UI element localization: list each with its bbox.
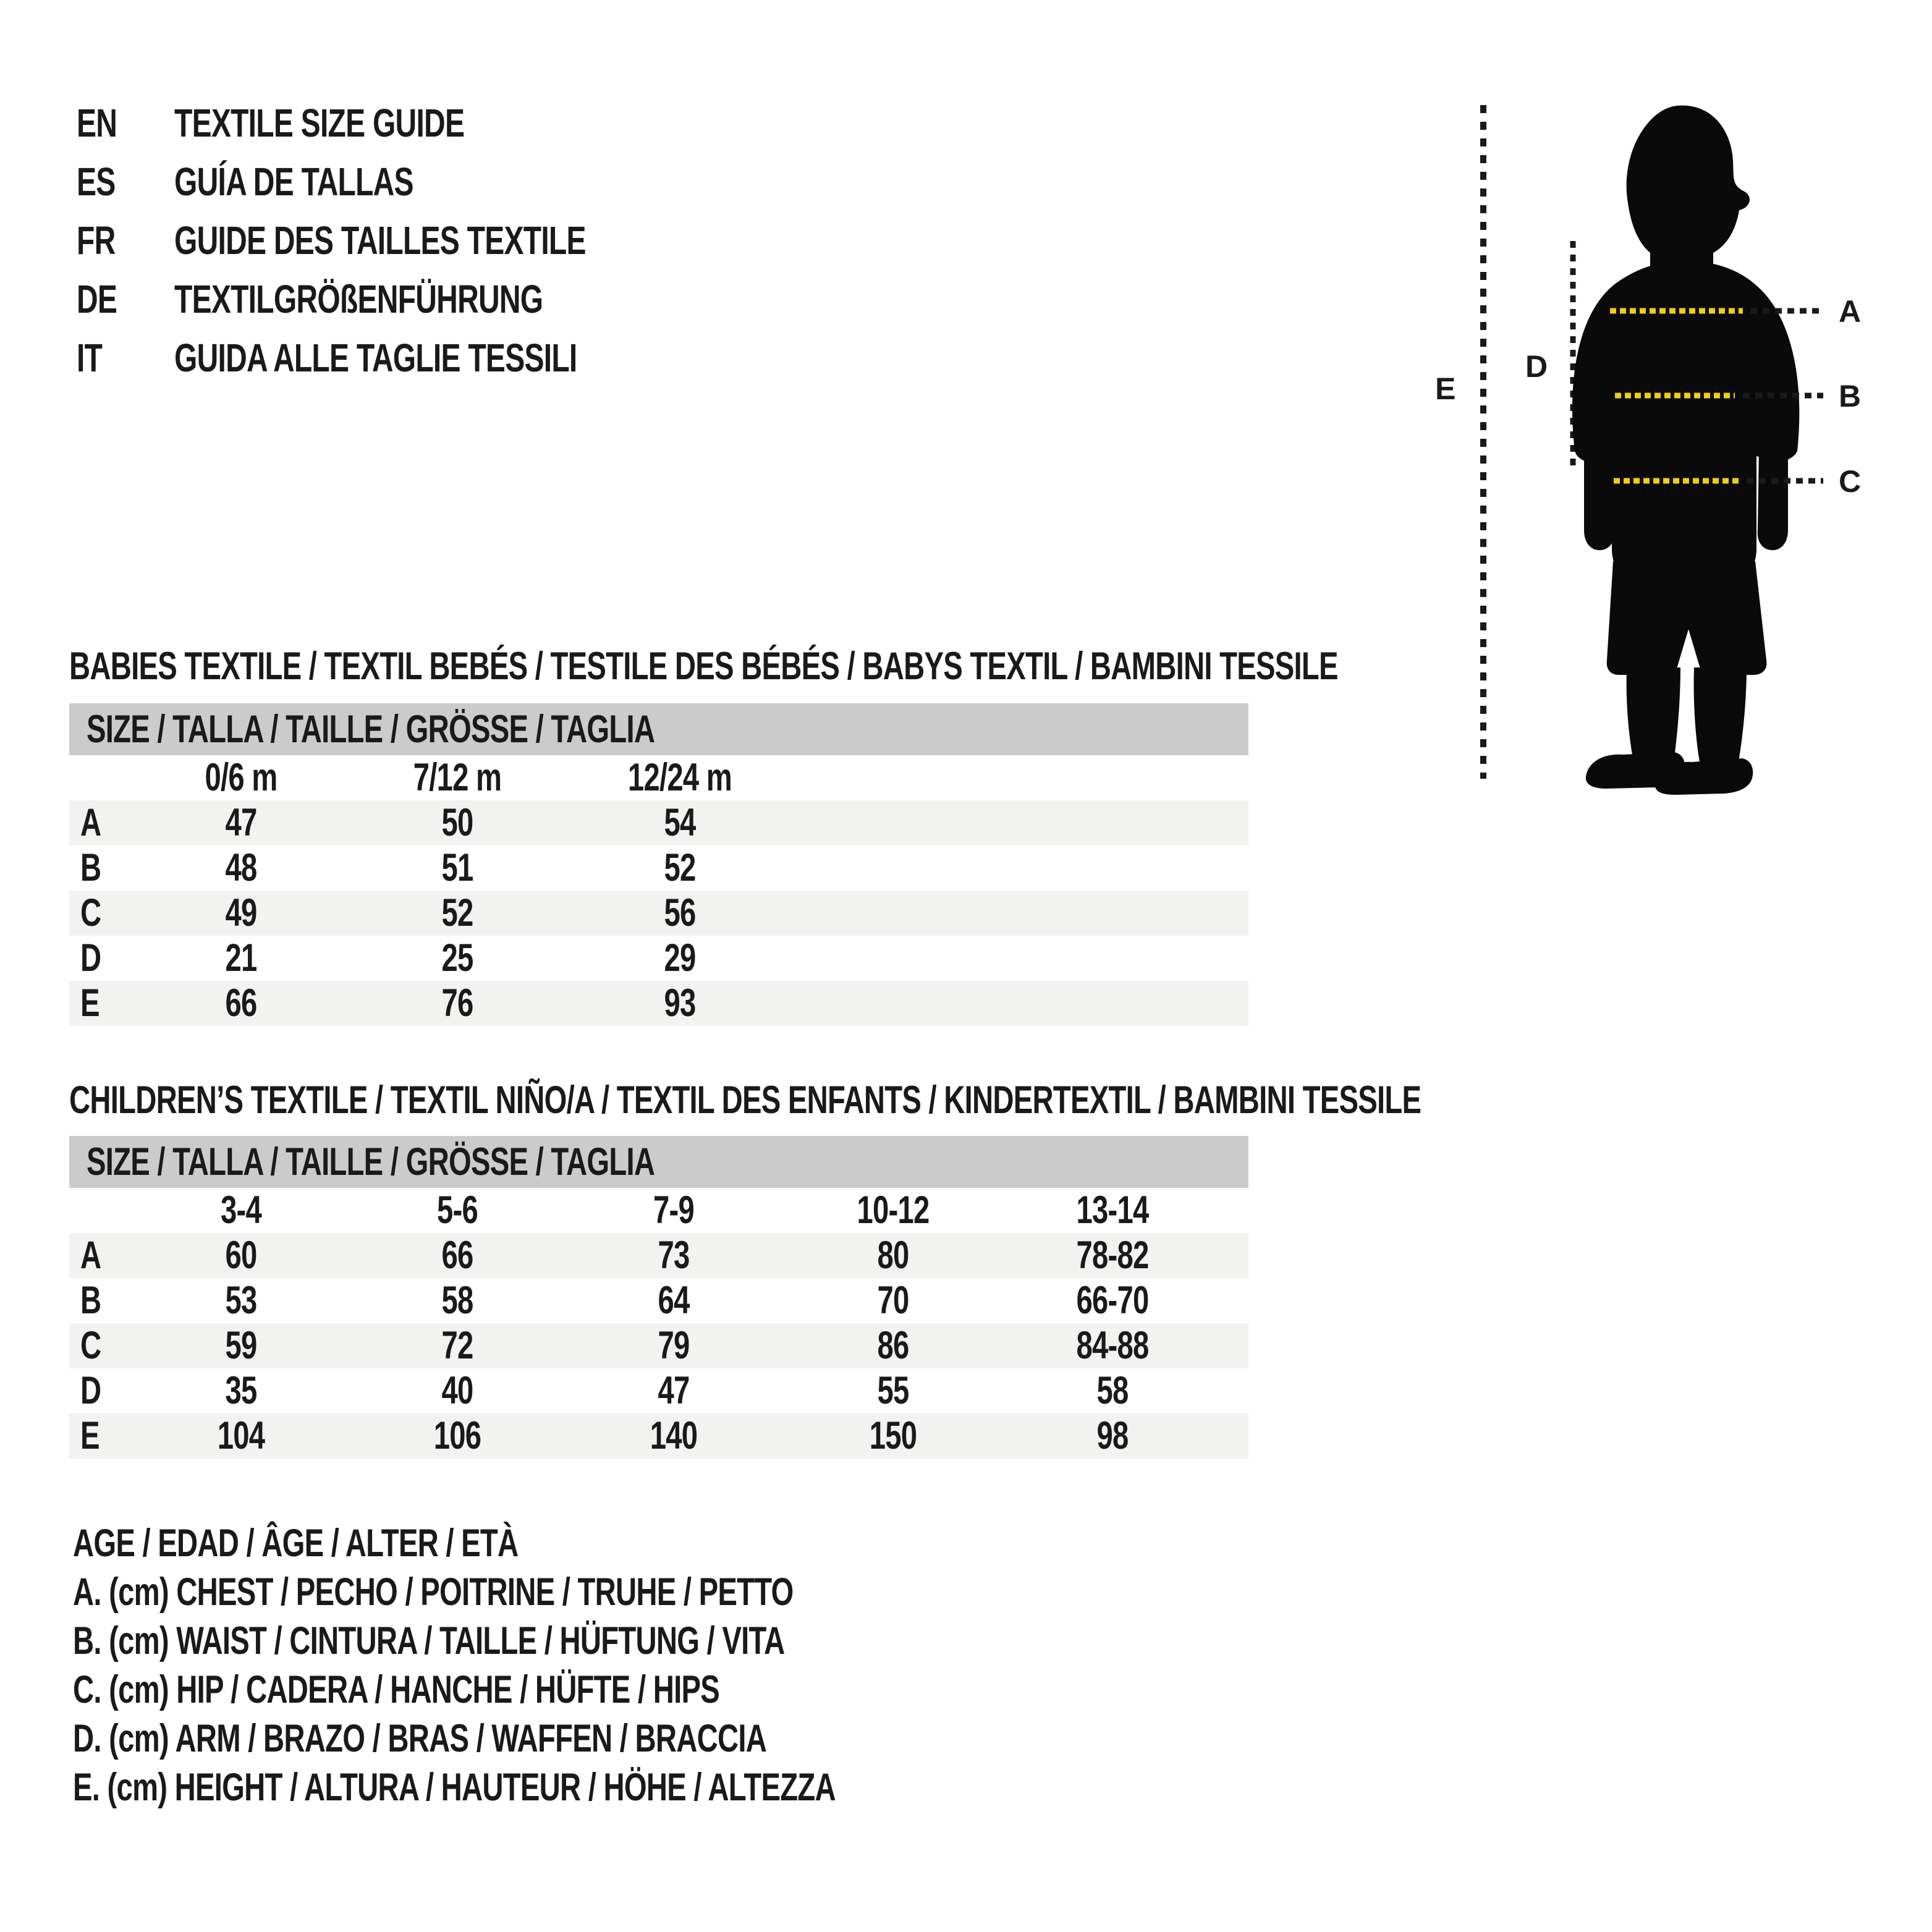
cell-value: 58	[1096, 1369, 1129, 1412]
language-row	[77, 211, 1004, 270]
language-title: GUIDA ALLE TAGLIE TESSILI	[174, 336, 577, 380]
children-col-header: 10-12	[857, 1188, 930, 1232]
legend-line: E. (cm) HEIGHT / ALTURA / HAUTEUR / HÖHE / ALTEZZA	[73, 1766, 836, 1809]
cell-value: 64	[658, 1279, 690, 1322]
row-label: C	[80, 891, 101, 934]
cell-value: 76	[441, 981, 473, 1025]
cell-value: 52	[664, 846, 696, 889]
cell-value: 73	[658, 1234, 690, 1277]
babies-column-headers	[69, 757, 1248, 798]
cell-value: 56	[664, 891, 696, 934]
cell-value: 25	[441, 936, 473, 980]
label-b: B	[1839, 379, 1862, 413]
children-column-headers	[69, 1190, 1248, 1231]
label-d: D	[1525, 349, 1548, 384]
cell-value: 106	[433, 1414, 481, 1457]
cell-value: 60	[225, 1234, 257, 1277]
cell-value: 66-70	[1076, 1279, 1149, 1322]
cell-value: 66	[225, 981, 257, 1025]
label-c: C	[1839, 464, 1862, 499]
silhouette-right-arm	[1758, 445, 1788, 550]
table-row	[69, 1278, 1248, 1323]
measurement-diagram	[1409, 87, 1932, 803]
legend-line: AGE / EDAD / ÂGE / ALTER / ETÀ	[73, 1522, 519, 1565]
children-col-header: 5-6	[436, 1188, 478, 1232]
language-title: TEXTILE SIZE GUIDE	[174, 101, 465, 145]
cell-value: 50	[441, 801, 473, 844]
cell-value: 52	[441, 891, 473, 934]
cell-value: 58	[441, 1279, 473, 1322]
cell-value: 51	[441, 846, 473, 889]
table-row	[69, 800, 1248, 845]
table-row	[69, 1233, 1248, 1278]
children-col-header: 3-4	[220, 1188, 262, 1232]
language-code: IT	[77, 336, 103, 380]
legend-line: B. (cm) WAIST / CINTURA / TAILLE / HÜFTUNG / VITA	[73, 1619, 785, 1663]
cell-value: 35	[225, 1369, 257, 1412]
cell-value: 21	[225, 936, 257, 980]
row-label: A	[80, 801, 101, 844]
cell-value: 47	[658, 1369, 690, 1412]
cell-value: 79	[658, 1324, 690, 1367]
babies-col-header: 0/6 m	[205, 756, 278, 799]
row-label: D	[80, 936, 101, 980]
cell-value: 72	[441, 1324, 473, 1367]
cell-value: 140	[650, 1414, 698, 1457]
legend-line: C. (cm) HIP / CADERA / HANCHE / HÜFTE / HIPS	[73, 1668, 719, 1711]
table-row	[69, 845, 1248, 891]
row-label: E	[80, 981, 100, 1025]
cell-value: 59	[225, 1324, 257, 1367]
cell-value: 53	[225, 1279, 257, 1322]
cell-value: 66	[441, 1234, 473, 1277]
cell-value: 49	[225, 891, 257, 934]
babies-heading: BABIES TEXTILE / TEXTIL BEBÉS / TESTILE DES BÉBÉS / BABYS TEXTIL / BAMBINI TESSILE	[69, 645, 1338, 688]
cell-value: 84-88	[1076, 1324, 1149, 1367]
row-label: D	[80, 1369, 101, 1412]
children-size-bar	[69, 1136, 1248, 1188]
legend-line: D. (cm) ARM / BRAZO / BRAS / WAFFEN / BRACCIA	[73, 1717, 767, 1760]
row-label: E	[80, 1414, 100, 1457]
legend-line: A. (cm) CHEST / PECHO / POITRINE / TRUHE / PETTO	[73, 1570, 794, 1614]
language-code: EN	[77, 101, 117, 145]
table-row	[69, 981, 1248, 1026]
cell-value: 93	[664, 981, 696, 1025]
cell-value: 150	[869, 1414, 917, 1457]
language-row	[77, 94, 1004, 153]
babies-col-header: 12/24 m	[627, 756, 732, 799]
language-title: GUÍA DE TALLAS	[174, 159, 413, 204]
child-silhouette-figure	[1572, 106, 1799, 795]
cell-value: 47	[225, 801, 257, 844]
table-row	[69, 1413, 1248, 1459]
babies-size-bar	[69, 703, 1248, 755]
silhouette-head	[1627, 106, 1750, 273]
language-code: FR	[77, 218, 116, 263]
cell-value: 54	[664, 801, 696, 844]
language-row	[77, 270, 1004, 329]
cell-value: 70	[877, 1279, 909, 1322]
children-col-header: 13-14	[1076, 1188, 1149, 1232]
language-title: GUIDE DES TAILLES TEXTILE	[174, 218, 586, 263]
language-code: ES	[77, 159, 116, 204]
cell-value: 40	[441, 1369, 473, 1412]
cell-value: 55	[877, 1369, 909, 1412]
cell-value: 29	[664, 936, 696, 980]
babies-col-header: 7/12 m	[413, 756, 502, 799]
children-heading: CHILDREN’S TEXTILE / TEXTIL NIÑO/A / TEXTIL DES ENFANTS / KINDERTEXTIL / BAMBINI TESSILE	[69, 1078, 1421, 1122]
label-a: A	[1839, 294, 1862, 329]
row-label: C	[80, 1324, 101, 1367]
label-e: E	[1435, 371, 1456, 406]
babies-size-bar-label: SIZE / TALLA / TAILLE / GRÖSSE / TAGLIA	[87, 708, 655, 751]
cell-value: 86	[877, 1324, 909, 1367]
cell-value: 48	[225, 846, 257, 889]
language-row	[77, 153, 1004, 211]
row-label: A	[80, 1234, 101, 1277]
table-row	[69, 936, 1248, 981]
table-row	[69, 1368, 1248, 1413]
children-size-bar-label: SIZE / TALLA / TAILLE / GRÖSSE / TAGLIA	[87, 1140, 655, 1184]
table-row	[69, 891, 1248, 936]
silhouette-left-arm	[1584, 445, 1614, 550]
cell-value: 80	[877, 1234, 909, 1277]
row-label: B	[80, 846, 101, 889]
children-col-header: 7-9	[653, 1188, 695, 1232]
table-row	[69, 1323, 1248, 1368]
language-code: DE	[77, 277, 117, 321]
cell-value: 104	[217, 1414, 265, 1457]
row-label: B	[80, 1279, 101, 1322]
language-row	[77, 329, 1004, 388]
cell-value: 78-82	[1076, 1234, 1149, 1277]
cell-value: 98	[1096, 1414, 1129, 1457]
language-title: TEXTILGRÖßENFÜHRUNG	[174, 277, 543, 321]
